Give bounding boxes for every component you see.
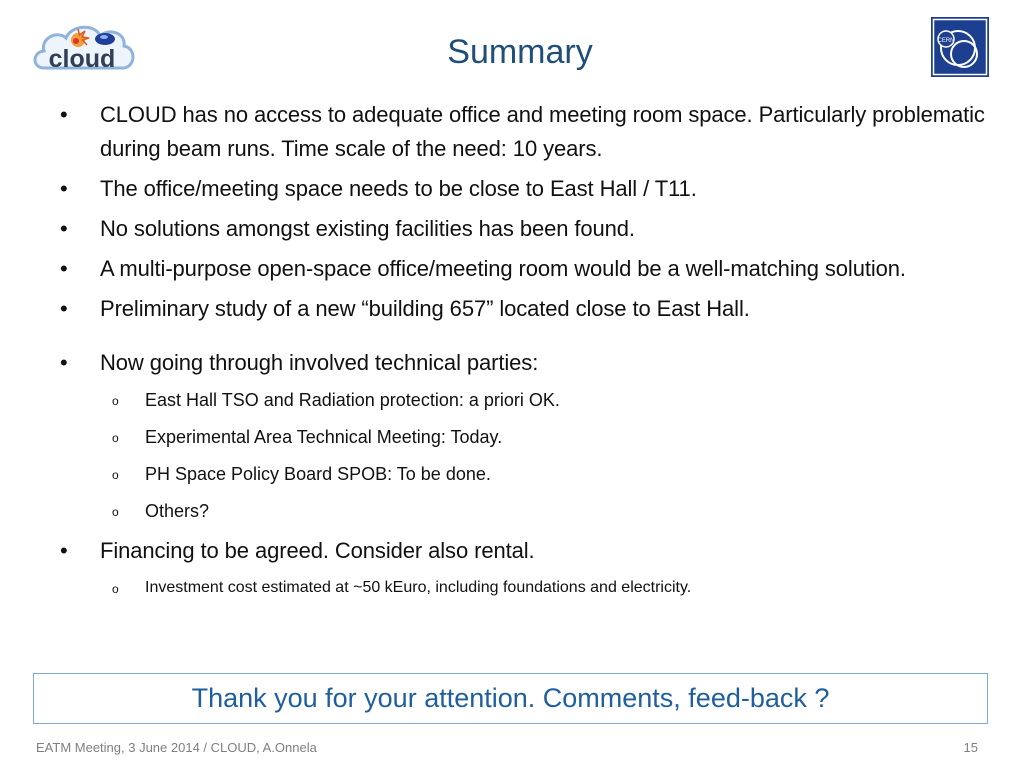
sub-bullet-marker: o <box>112 468 119 482</box>
sub-bullet-marker: o <box>112 505 119 519</box>
bullet-item <box>58 212 998 246</box>
bullet-marker: • <box>60 538 68 563</box>
slide-title: Summary <box>447 33 593 71</box>
bullet-marker: • <box>60 216 68 241</box>
sub-bullet-item <box>58 574 998 602</box>
sub-bullet-text: Investment cost estimated at ~50 kEuro, including foundations and electricity. <box>145 579 692 596</box>
bullet-item <box>58 292 998 326</box>
sub-bullet-item <box>58 497 998 525</box>
sub-bullet-text: Experimental Area Technical Meeting: Today. <box>145 427 503 447</box>
sub-bullet-text: Others? <box>145 501 210 521</box>
sub-bullet-item <box>58 460 998 488</box>
cern-logo-graphic <box>931 17 989 77</box>
bullet-text: CLOUD has no access to adequate office and meeting room space. Particularly problematic during beam runs. Time scale of the need: 10 years. <box>100 102 985 161</box>
thank-you-box: Thank you for your attention. Comments, feed-back ? <box>33 673 988 724</box>
bullet-text: Now going through involved technical parties: <box>100 350 539 375</box>
page-number: 15 <box>963 740 978 755</box>
sub-bullet-item <box>58 386 998 414</box>
sub-bullet-text: PH Space Policy Board SPOB: To be done. <box>145 464 491 484</box>
sub-bullet-marker: o <box>112 394 119 408</box>
bullet-item <box>58 252 998 286</box>
bullet-text: No solutions amongst existing facilities has been found. <box>100 216 635 241</box>
bullet-text: A multi-purpose open-space office/meeting room would be a well-matching solution. <box>100 256 906 281</box>
bullet-marker: • <box>60 350 68 375</box>
bullet-item <box>58 172 998 206</box>
sub-bullet-marker: o <box>112 582 119 596</box>
bullet-item <box>58 534 998 568</box>
bullet-marker: • <box>60 256 68 281</box>
bullet-text: The office/meeting space needs to be close to East Hall / T11. <box>100 176 697 201</box>
sub-bullet-marker: o <box>112 431 119 445</box>
bullet-marker: • <box>60 296 68 321</box>
bullet-marker: • <box>60 102 68 127</box>
cloud-logo-text: cloud <box>48 45 116 73</box>
bullet-text: Financing to be agreed. Consider also rental. <box>100 538 535 563</box>
sub-bullet-text: East Hall TSO and Radiation protection: a priori OK. <box>145 390 560 410</box>
cern-logo-text: CERN <box>937 38 955 44</box>
bullet-item <box>58 98 998 166</box>
cern-logo <box>931 17 989 77</box>
sub-bullet-item <box>58 423 998 451</box>
footer-text: EATM Meeting, 3 June 2014 / CLOUD, A.Onnela <box>36 740 317 755</box>
bullet-list <box>58 98 998 611</box>
bullet-item <box>58 346 998 380</box>
bullet-text: Preliminary study of a new “building 657” located close to East Hall. <box>100 296 750 321</box>
bullet-marker: • <box>60 176 68 201</box>
